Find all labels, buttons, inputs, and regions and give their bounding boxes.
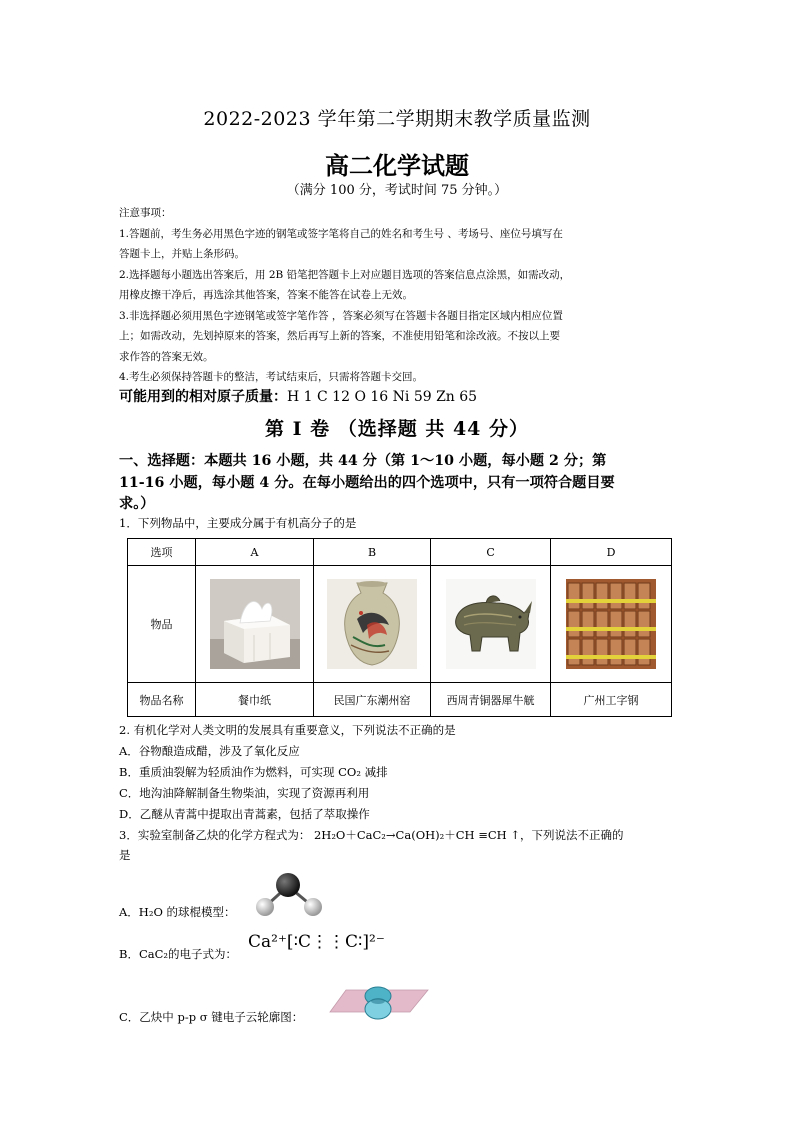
option-c-image-cell — [431, 566, 551, 683]
q3-option-c: C．乙炔中 p-p σ 键电子云轮廓图： — [119, 1010, 304, 1024]
bronze-rhino-image — [446, 579, 536, 669]
option-a-name: 餐巾纸 — [196, 683, 314, 717]
q3-stem-cont: 是 — [119, 848, 131, 862]
option-d-image-cell — [551, 566, 672, 683]
section-title: 第 I 卷 （选择题 共 44 分） — [264, 418, 530, 440]
notes-heading: 注意事项： — [119, 207, 172, 219]
porcelain-vase-image — [327, 579, 417, 669]
exam-subject-title: 高二化学试题 — [325, 151, 469, 180]
exam-main-title: 2022-2023 学年第二学期期末教学质量监测 — [203, 108, 591, 130]
q2-option-d: D．乙醚从青蒿中提取出青蒿素，包括了萃取操作 — [119, 807, 370, 821]
q3-option-b: B．CaC₂的电子式为： — [119, 947, 238, 961]
q3-stem: 3．实验室制备乙炔的化学方程式为： 2H₂O＋CaC₂→Ca(OH)₂＋CH ≡CH ↑，下列说法不正确的 — [119, 828, 624, 842]
q3-option-a: A．H₂O 的球棍模型： — [119, 905, 236, 919]
napkin-box-image — [210, 579, 300, 669]
item-name-row-label: 物品名称 — [128, 683, 196, 717]
atomic-masses — [119, 386, 477, 406]
steel-i-beams-image — [566, 579, 656, 669]
notes-line: 答题卡上，并贴上条形码。 — [119, 248, 245, 260]
instruction-line: 一、选择题：本题共 16 小题，共 44 分（第 1～10 小题，每小题 2 分；第 — [119, 453, 607, 469]
notes-block — [119, 203, 674, 388]
option-header-b: B — [314, 539, 431, 566]
calcium-carbide-electron-formula: Ca²⁺[∶C⋮⋮C∶]²⁻ — [248, 932, 385, 952]
atomic-masses-label: 可能用到的相对原子质量： — [119, 389, 287, 405]
notes-line: 上；如需改动，先划掉原来的答案，然后再写上新的答案，不准使用铅笔和涂改液。不按以上要 — [119, 330, 560, 342]
option-header-a: A — [196, 539, 314, 566]
exam-info: （满分 100 分，考试时间 75 分钟。） — [286, 183, 508, 198]
option-b-image-cell — [314, 566, 431, 683]
option-a-image-cell — [196, 566, 314, 683]
table-header-label: 选项 — [128, 539, 196, 566]
option-d-name: 广州工字钢 — [551, 683, 672, 717]
option-b-name: 民国广东潮州窑 — [314, 683, 431, 717]
q2-option-c: C．地沟油降解制备生物柴油，实现了资源再利用 — [119, 786, 370, 800]
option-c-name: 西周青铜器犀牛觥 — [431, 683, 551, 717]
q2-option-b: B．重质油裂解为轻质油作为燃料，可实现 CO₂ 减排 — [119, 765, 388, 779]
notes-line: 1.答题前，考生务必用黑色字迹的钢笔或签字笔将自己的姓名和考生号 、考场号、座位号填写在 — [119, 227, 563, 240]
q1-stem: 1．下列物品中，主要成分属于有机高分子的是 — [119, 516, 357, 530]
section-instruction — [119, 451, 675, 516]
q1-options-table — [127, 538, 672, 717]
notes-line: 3.非选择题必须用黑色字迹钢笔或签字笔作答 ，答案必须写在答题卡各题目指定区域内相应位置 — [119, 309, 563, 322]
notes-line: 用橡皮擦干净后，再选涂其他答案，答案不能答在试卷上无效。 — [119, 289, 413, 301]
q2-stem: 2. 有机化学对人类文明的发展具有重要意义，下列说法不正确的是 — [119, 723, 456, 737]
notes-line: 2.选择题每小题选出答案后，用 2B 铅笔把答题卡上对应题目选项的答案信息点涂黑，如需改动， — [119, 268, 571, 281]
notes-line: 4.考生必须保持答题卡的整洁，考试结束后，只需将答题卡交回。 — [119, 371, 424, 383]
instruction-line: 求。） — [119, 496, 155, 512]
notes-line: 求作答的答案无效。 — [119, 350, 214, 363]
q2-option-a: A．谷物酿造成醋，涉及了氧化反应 — [119, 744, 300, 758]
instruction-line: 11-16 小题，每小题 4 分。在每小题给出的四个选项中，只有一项符合题目要 — [119, 474, 615, 491]
item-row-label: 物品 — [128, 566, 196, 683]
option-header-c: C — [431, 539, 551, 566]
option-header-d: D — [551, 539, 672, 566]
atomic-masses-values: H 1 C 12 O 16 Ni 59 Zn 65 — [287, 389, 478, 405]
